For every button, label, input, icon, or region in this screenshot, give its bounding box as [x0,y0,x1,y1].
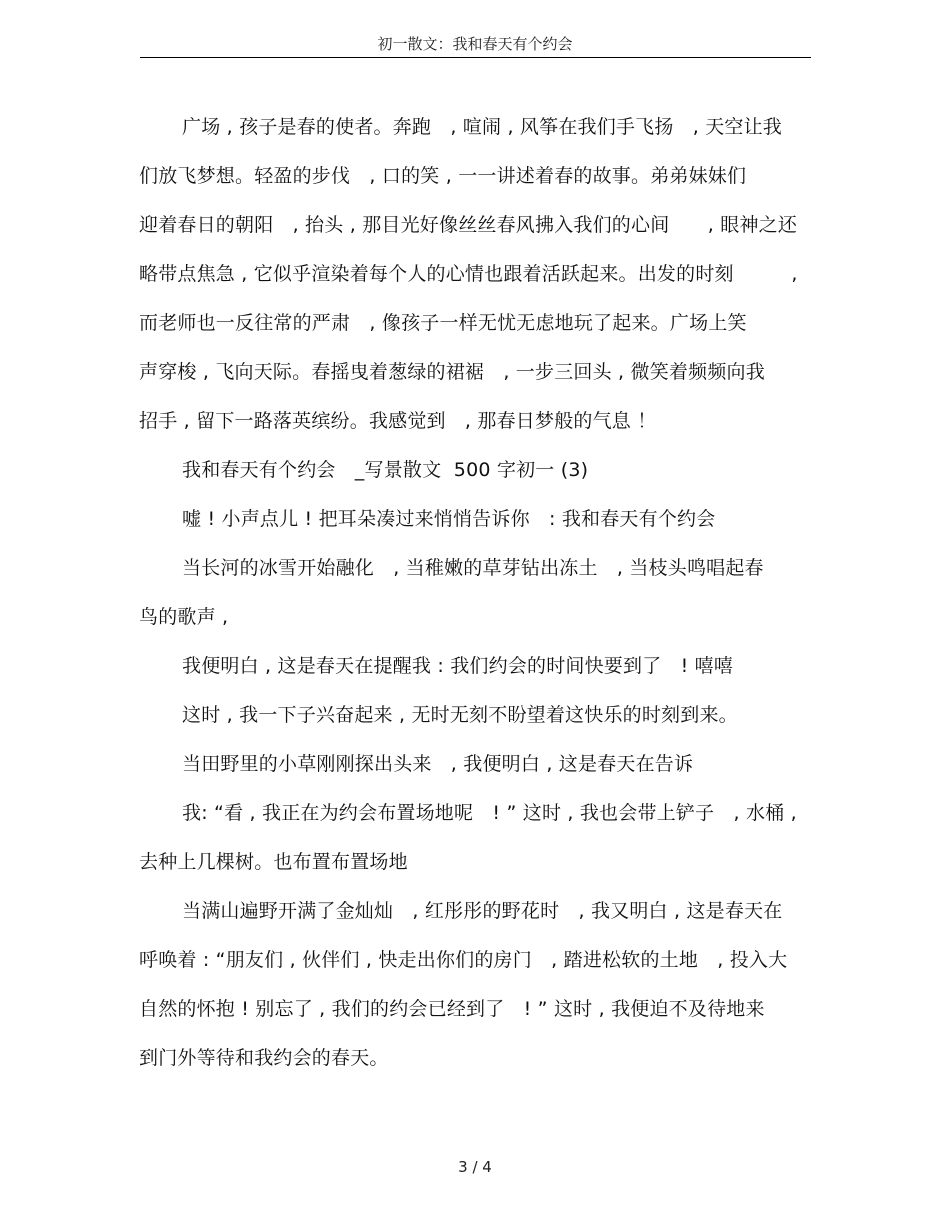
body-line: 当长河的冰雪开始融化 , 当稚嫩的草芽钻出冻土 , 当枝头鸣唱起春 [182,557,764,579]
body-line: 略带点焦急 , 它似乎渲染着每个人的心情也跟着活跃起来。出发的时刻 , [139,263,798,285]
body-line: 我便明白 , 这是春天在提醒我 : 我们约会的时间快要到了 ! 嘻嘻 [182,655,734,677]
article-body [139,103,829,1083]
body-line: 们放飞梦想。轻盈的步伐 , 口的笑 , 一一讲述着春的故事。弟弟妹妹们 [139,165,747,187]
body-line: 声穿梭 , 飞向天际。春摇曳着葱绿的裙裾 , 一步三回头 , 微笑着频频向我 [139,361,765,383]
page-number: 3 / 4 [458,1158,492,1176]
body-line: 当满山遍野开满了金灿灿 , 红彤彤的野花时 , 我又明白 , 这是春天在 [182,900,783,922]
body-line: 当田野里的小草刚刚探出头来 , 我便明白 , 这是春天在告诉 [182,753,694,775]
body-line: 到门外等待和我约会的春天。 [139,1047,389,1069]
body-line: 这时 , 我一下子兴奋起来 , 无时无刻不盼望着这快乐的时刻到来。 [182,704,738,726]
header-divider [140,57,811,58]
body-line: 呼唤着 : “朋友们 , 伙伴们 , 快走出你们的房门 , 踏进松软的土地 , 投入大 [139,949,788,971]
body-line: 自然的怀抱 ! 别忘了 , 我们的约会已经到了 ! ” 这时 , 我便迫不及待地来 [139,998,765,1020]
body-line: 嘘 ! 小声点儿 ! 把耳朵凑过来悄悄告诉你 : 我和春天有个约会 [182,508,716,530]
body-line: 鸟的歌声 , [139,606,229,628]
body-line: 而老师也一反往常的严肃 , 像孩子一样无忧无虑地玩了起来。广场上笑 [139,312,747,334]
body-line: 招手 , 留下一路落英缤纷。我感觉到 , 那春日梦般的气息 ！ [139,410,657,432]
section-heading: 我和春天有个约会 _写景散文 500 字初一 (3) [182,459,589,481]
body-line: 迎着春日的朝阳 , 抬头 , 那目光好像丝丝春风拂入我们的心间 , 眼神之还 [139,214,798,236]
body-line: 广场 , 孩子是春的使者。奔跑 , 喧闹 , 风筝在我们手飞扬 , 天空让我 [182,116,782,138]
body-line: 我: “看 , 我正在为约会布置场地呢 ! ” 这时 , 我也会带上铲子 , 水桶 , [182,802,797,824]
body-line: 去种上几棵树。也布置布置场地 [139,851,408,873]
page-header-title: 初一散文：我和春天有个约会 [377,35,573,53]
